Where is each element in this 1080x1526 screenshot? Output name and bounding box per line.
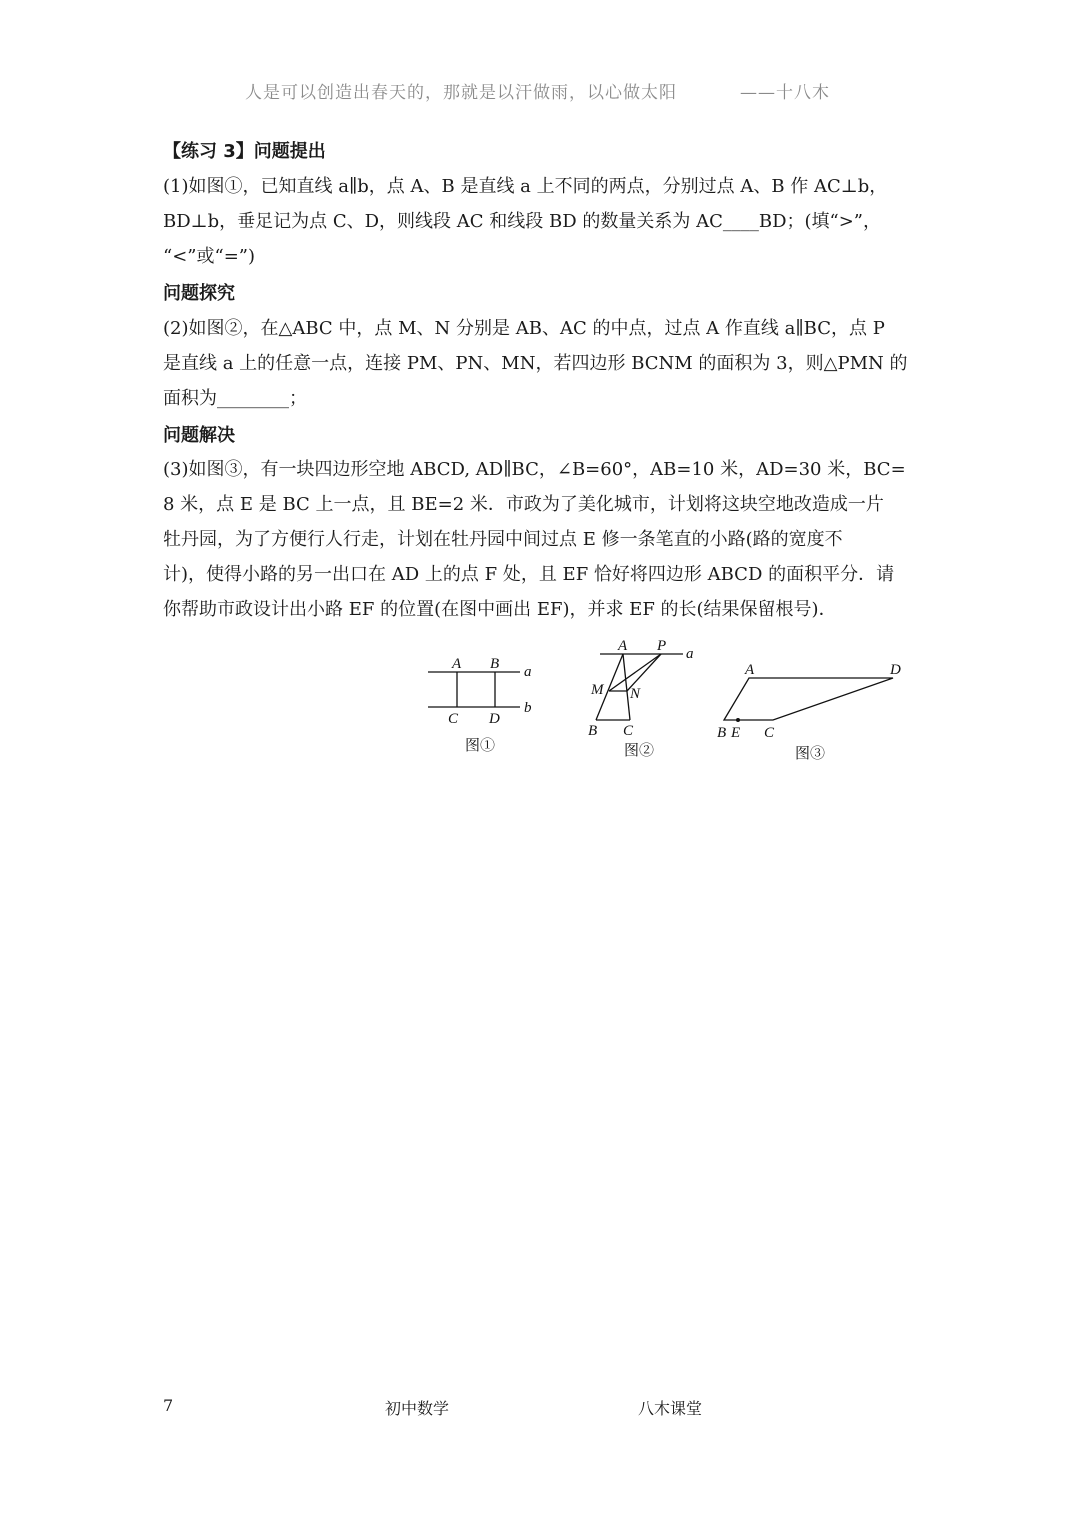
text-line: 牡丹园，为了方便行人行走，计划在牡丹园中间过点 E 修一条笔直的小路(路的宽度不 (163, 529, 843, 550)
label-A: A (745, 662, 755, 678)
label-b: b (524, 700, 532, 716)
label-D: D (489, 711, 500, 727)
header-author: ——十八木 (740, 83, 830, 103)
text-line: (3)如图③，有一块四边形空地 ABCD, AD∥BC，∠B=60°，AB=10 米，AD=30 米，BC= (163, 459, 906, 480)
text-line: 8 米，点 E 是 BC 上一点，且 BE=2 米．市政为了美化城市，计划将这块空地改造成一片 (163, 494, 884, 515)
section-heading: 问题解决 (163, 425, 235, 446)
label-a: a (524, 664, 532, 680)
text-line: “<”或“=”) (163, 246, 255, 267)
header-motto: 人是可以创造出春天的，那就是以汗做雨，以心做太阳 (245, 83, 677, 103)
caption-fig1: 图① (465, 738, 496, 754)
text-line: 你帮助市政设计出小路 EF 的位置(在图中画出 EF)，并求 EF 的长(结果保留根号)． (163, 599, 837, 620)
label-P: P (657, 638, 667, 654)
label-A: A (618, 638, 628, 654)
caption-fig2: 图② (624, 743, 655, 759)
label-B: B (717, 725, 727, 741)
label-N: N (630, 686, 641, 702)
label-E: E (731, 725, 741, 741)
label-B: B (490, 656, 500, 672)
text-line: 面积为________； (163, 388, 307, 409)
label-C: C (764, 725, 775, 741)
text-line: BD⊥b，垂足记为点 C、D，则线段 AC 和线段 BD 的数量关系为 AC____BD；(填“>”， (163, 211, 882, 232)
text-line: 是直线 a 上的任意一点，连接 PM、PN、MN，若四边形 BCNM 的面积为 3，则△PMN 的 (163, 353, 908, 374)
figure-2 (588, 638, 694, 759)
figure-1 (428, 656, 532, 754)
footer-subject: 初中数学 (385, 1399, 450, 1418)
figures (410, 630, 920, 770)
text-line: 计)，使得小路的另一出口在 AD 上的点 F 处，且 EF 恰好将四边形 ABCD 的面积平分．请 (163, 564, 895, 585)
label-D: D (890, 662, 901, 678)
text-line: (1)如图①，已知直线 a∥b，点 A、B 是直线 a 上不同的两点，分别过点 A、B 作 AC⊥b， (163, 176, 888, 197)
figure-3 (717, 662, 901, 762)
label-M: M (591, 682, 604, 698)
caption-fig3: 图③ (795, 746, 826, 762)
page-number: 7 (163, 1396, 174, 1415)
label-C: C (623, 723, 634, 739)
label-C: C (448, 711, 459, 727)
label-a: a (686, 646, 694, 662)
footer-brand: 八木课堂 (638, 1399, 703, 1418)
text-line: (2)如图②，在△ABC 中，点 M、N 分别是 AB、AC 的中点，过点 A 作直线 a∥BC，点 P (163, 318, 885, 339)
section-heading: 问题探究 (163, 283, 235, 304)
label-B: B (588, 723, 598, 739)
section-heading: 【练习 3】问题提出 (163, 141, 326, 162)
label-A: A (452, 656, 462, 672)
